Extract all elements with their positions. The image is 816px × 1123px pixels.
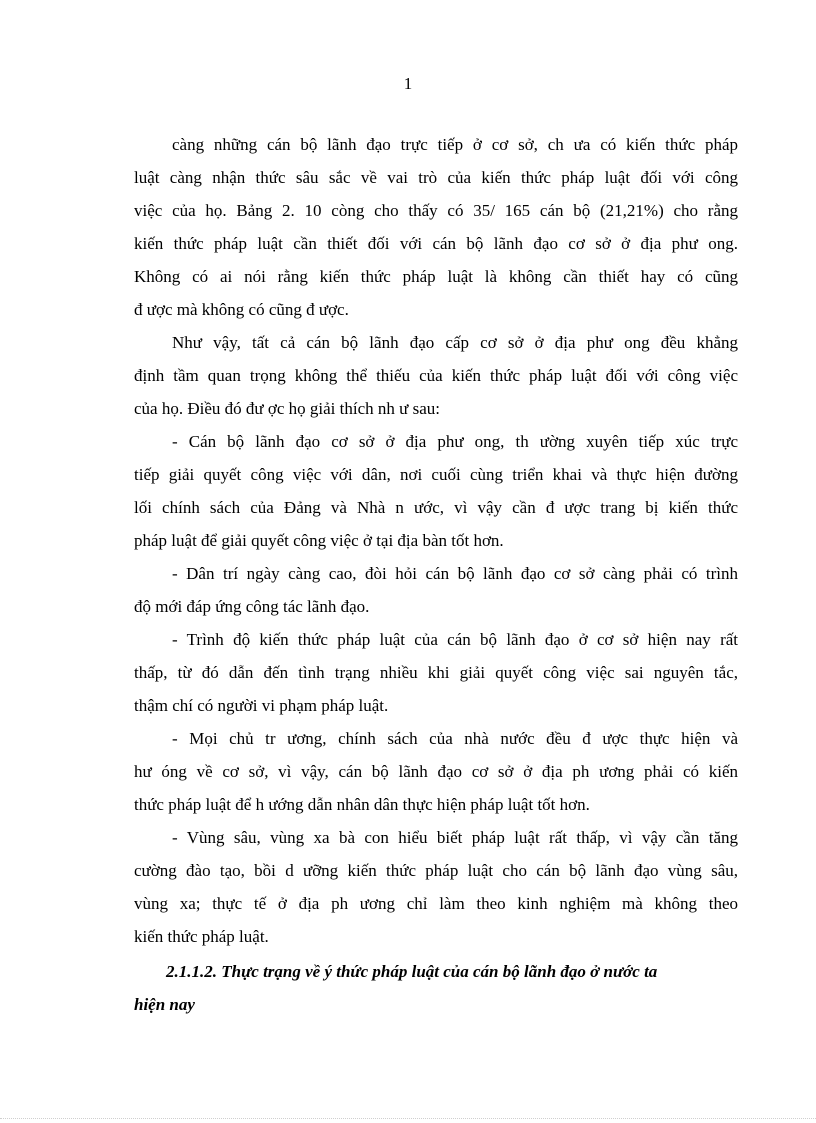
text-line: đ ược mà không có cũng đ ược. — [134, 300, 349, 319]
text-line: Như vậy, tất cả cán bộ lãnh đạo cấp cơ sở ở địa phư ong đều khẳng — [172, 333, 738, 352]
paragraph-2 — [134, 326, 738, 425]
text-line: thấp, từ đó dẫn đến tình trạng nhiều khi giải quyết công việc sai nguyên tắc, — [134, 663, 738, 682]
text-line: - Mọi chủ tr ương, chính sách của nhà nước đều đ ược thực hiện và — [172, 729, 738, 748]
heading-line: 2.1.1.2. Thực trạng về ý thức pháp luật của cán bộ lãnh đạo ở nước ta — [166, 962, 658, 981]
text-line: thức pháp luật để h ướng dẫn nhân dân thực hiện pháp luật tốt hơn. — [134, 795, 590, 814]
text-line: vùng xa; thực tế ở địa ph ương chỉ làm theo kinh nghiệm mà không theo — [134, 894, 738, 913]
page-number: 1 — [403, 74, 413, 93]
text-line: - Dân trí ngày càng cao, đòi hỏi cán bộ lãnh đạo cơ sở càng phải có trình — [172, 564, 738, 583]
text-line: hư óng về cơ sở, vì vậy, cán bộ lãnh đạo cơ sở ở địa ph ương phải có kiến — [134, 762, 738, 781]
text-line: tiếp giải quyết công việc với dân, nơi cuối cùng triển khai và thực hiện đường — [134, 465, 738, 484]
bullet-paragraph-4 — [134, 722, 738, 821]
text-line: - Vùng sâu, vùng xa bà con hiểu biết pháp luật rất thấp, vì vậy cần tăng — [172, 828, 738, 847]
bullet-paragraph-2 — [134, 557, 738, 623]
document-body — [134, 128, 738, 1021]
section-heading — [134, 955, 738, 1021]
paragraph-1 — [134, 128, 738, 326]
text-line: càng những cán bộ lãnh đạo trực tiếp ở cơ sở, ch ưa có kiến thức pháp — [172, 135, 738, 154]
heading-line: hiện nay — [134, 995, 195, 1014]
text-line: luật càng nhận thức sâu sắc về vai trò của kiến thức pháp luật đối với công — [134, 168, 738, 187]
text-line: - Trình độ kiến thức pháp luật của cán bộ lãnh đạo ở cơ sở hiện nay rất — [172, 630, 738, 649]
text-line: - Cán bộ lãnh đạo cơ sở ở địa phư ong, th ường xuyên tiếp xúc trực — [172, 432, 738, 451]
text-line: pháp luật để giải quyết công việc ở tại địa bàn tốt hơn. — [134, 531, 504, 550]
text-line: kiến thức pháp luật cần thiết đối với cán bộ lãnh đạo cơ sở ở địa phư ong. — [134, 234, 738, 253]
page-bottom-rule — [0, 1118, 816, 1119]
text-line: kiến thức pháp luật. — [134, 927, 269, 946]
text-line: Không có ai nói rằng kiến thức pháp luật là không cần thiết hay có cũng — [134, 267, 738, 286]
text-line: cường đào tạo, bồi d ưỡng kiến thức pháp luật cho cán bộ lãnh đạo vùng sâu, — [134, 861, 738, 880]
bullet-paragraph-1 — [134, 425, 738, 557]
text-line: của họ. Điều đó đư ợc họ giải thích nh ư sau: — [134, 399, 440, 418]
text-line: thậm chí có người vi phạm pháp luật. — [134, 696, 389, 715]
text-line: định tầm quan trọng không thể thiếu của kiến thức pháp luật đối với công việc — [134, 366, 738, 385]
text-line: độ mới đáp ứng công tác lãnh đạo. — [134, 597, 370, 616]
bullet-paragraph-5 — [134, 821, 738, 953]
text-line: việc của họ. Bảng 2. 10 còng cho thấy có 35/ 165 cán bộ (21,21%) cho rằng — [134, 201, 738, 220]
bullet-paragraph-3 — [134, 623, 738, 722]
text-line: lối chính sách của Đảng và Nhà n ước, vì vậy cần đ ược trang bị kiến thức — [134, 498, 738, 517]
